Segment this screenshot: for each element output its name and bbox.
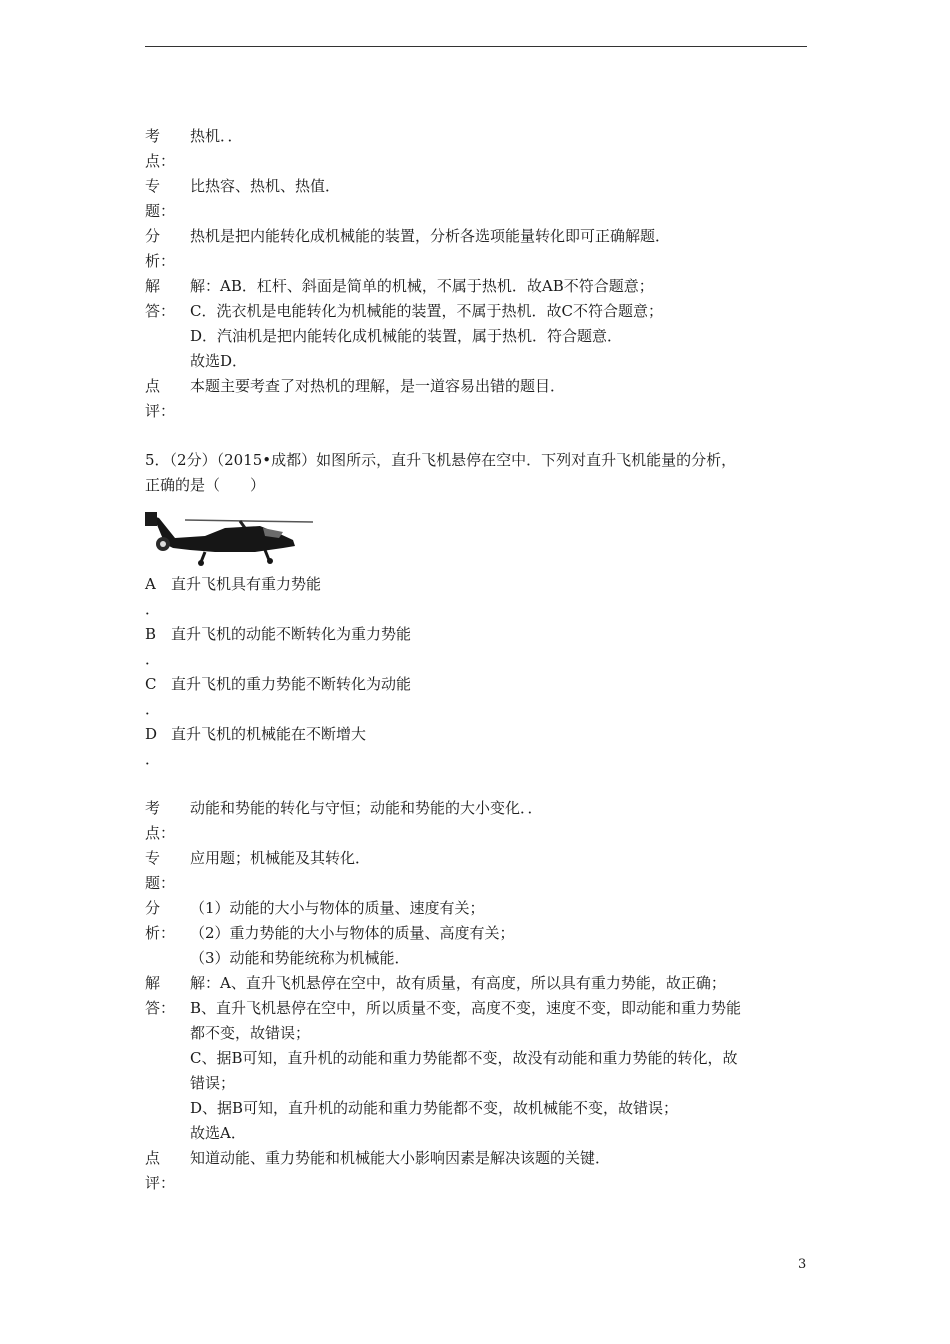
option-letter: A xyxy=(145,575,156,593)
q5-question-line: 5．（2分）（2015•成都）如图所示，直升飞机悬停在空中．下列对直升飞机能量的分析， xyxy=(145,451,737,469)
label-da: 答： xyxy=(145,302,176,320)
q4-jieda-line: 故选D． xyxy=(190,352,248,370)
q5-question xyxy=(145,448,810,498)
q4-jieda-line: 解：AB．杠杆、斜面是简单的机械，不属于热机．故AB不符合题意； xyxy=(190,277,654,295)
option-dot: ． xyxy=(145,600,161,618)
option-b xyxy=(145,622,411,672)
q4-jieda-line: D．汽油机是把内能转化成机械能的装置，属于热机．符合题意． xyxy=(190,327,623,345)
option-d xyxy=(145,722,366,772)
q5-analysis xyxy=(145,796,810,1196)
q4-kaodian xyxy=(145,124,810,174)
option-text: 直升飞机的动能不断转化为重力势能 xyxy=(171,625,412,643)
q4-jieda xyxy=(145,274,810,374)
option-letter: B xyxy=(145,625,157,643)
label-dian: 点： xyxy=(145,824,176,842)
q5-jieda-line: 解：A、直升飞机悬停在空中，故有质量，有高度，所以具有重力势能，故正确； xyxy=(190,974,726,992)
q4-dianping-text: 本题主要考查了对热机的理解，是一道容易出错的题目． xyxy=(190,377,566,395)
label-fen: 分 xyxy=(145,899,161,917)
label-dian: 点： xyxy=(145,152,176,170)
option-dot: ． xyxy=(145,700,161,718)
q5-zhuanti xyxy=(145,846,810,896)
q4-zhuanti-text: 比热容、热机、热值． xyxy=(190,177,341,195)
q4-fenxi xyxy=(145,224,810,274)
q4-analysis xyxy=(145,124,810,424)
q5-jieda-line: B、直升飞机悬停在空中，所以质量不变，高度不变，速度不变，即动能和重力势能 xyxy=(190,999,742,1017)
option-text: 直升飞机的机械能在不断增大 xyxy=(171,725,367,743)
q5-dianping xyxy=(145,1146,810,1196)
q5-jieda xyxy=(145,971,810,1146)
label-zhuan: 专 xyxy=(145,177,161,195)
option-letter: C xyxy=(145,675,157,693)
q5-kaodian xyxy=(145,796,810,846)
q5-fenxi-line: （2）重力势能的大小与物体的质量、高度有关； xyxy=(190,924,515,942)
label-jie: 解 xyxy=(145,277,161,295)
label-xi: 析： xyxy=(145,924,176,942)
label-jie: 解 xyxy=(145,974,161,992)
option-text: 直升飞机的重力势能不断转化为动能 xyxy=(171,675,412,693)
label-fen: 分 xyxy=(145,227,161,245)
q5-jieda-line: C、据B可知，直升机的动能和重力势能都不变，故没有动能和重力势能的转化，故 xyxy=(190,1049,738,1067)
q4-fenxi-text: 热机是把内能转化成机械能的装置，分析各选项能量转化即可正确解题． xyxy=(190,227,671,245)
label-ti: 题： xyxy=(145,202,176,220)
q4-dianping xyxy=(145,374,810,424)
label-ping: 评： xyxy=(145,1174,176,1192)
q5-fenxi-line: （3）动能和势能统称为机械能． xyxy=(190,949,410,967)
q5-jieda-line: 故选A． xyxy=(190,1124,246,1142)
q4-jieda-line: C．洗衣机是电能转化为机械能的装置，不属于热机．故C不符合题意； xyxy=(190,302,663,320)
label-zhuan: 专 xyxy=(145,849,161,867)
q5-dianping-text: 知道动能、重力势能和机械能大小影响因素是解决该题的关键． xyxy=(190,1149,611,1167)
helicopter-image xyxy=(145,508,313,566)
q4-zhuanti xyxy=(145,174,810,224)
label-dian2: 点 xyxy=(145,377,161,395)
q5-fenxi-line: （1）动能的大小与物体的质量、速度有关； xyxy=(190,899,485,917)
option-letter: D xyxy=(145,725,158,743)
option-a xyxy=(145,572,321,622)
label-kao: 考 xyxy=(145,127,161,145)
option-text: 直升飞机具有重力势能 xyxy=(171,575,322,593)
label-kao: 考 xyxy=(145,799,161,817)
label-dian2: 点 xyxy=(145,1149,161,1167)
q5-jieda-line: 都不变，故错误； xyxy=(190,1024,311,1042)
page-number: 3 xyxy=(798,1257,807,1272)
q5-kaodian-text: 动能和势能的转化与守恒；动能和势能的大小变化．． xyxy=(190,799,543,817)
option-dot: ． xyxy=(145,650,161,668)
label-ping: 评： xyxy=(145,402,176,420)
label-ti: 题： xyxy=(145,874,176,892)
q5-fenxi xyxy=(145,896,810,971)
option-dot: ． xyxy=(145,750,161,768)
label-xi: 析： xyxy=(145,252,176,270)
q4-kaodian-text: 热机．． xyxy=(190,127,243,145)
q5-jieda-line: 错误； xyxy=(190,1074,236,1092)
q5-jieda-line: D、据B可知，直升机的动能和重力势能都不变，故机械能不变，故错误； xyxy=(190,1099,679,1117)
header-rule xyxy=(145,46,807,47)
q5-question-line: 正确的是（ ） xyxy=(145,476,266,494)
option-c xyxy=(145,672,411,722)
label-da: 答： xyxy=(145,999,176,1017)
q5-zhuanti-text: 应用题；机械能及其转化． xyxy=(190,849,371,867)
